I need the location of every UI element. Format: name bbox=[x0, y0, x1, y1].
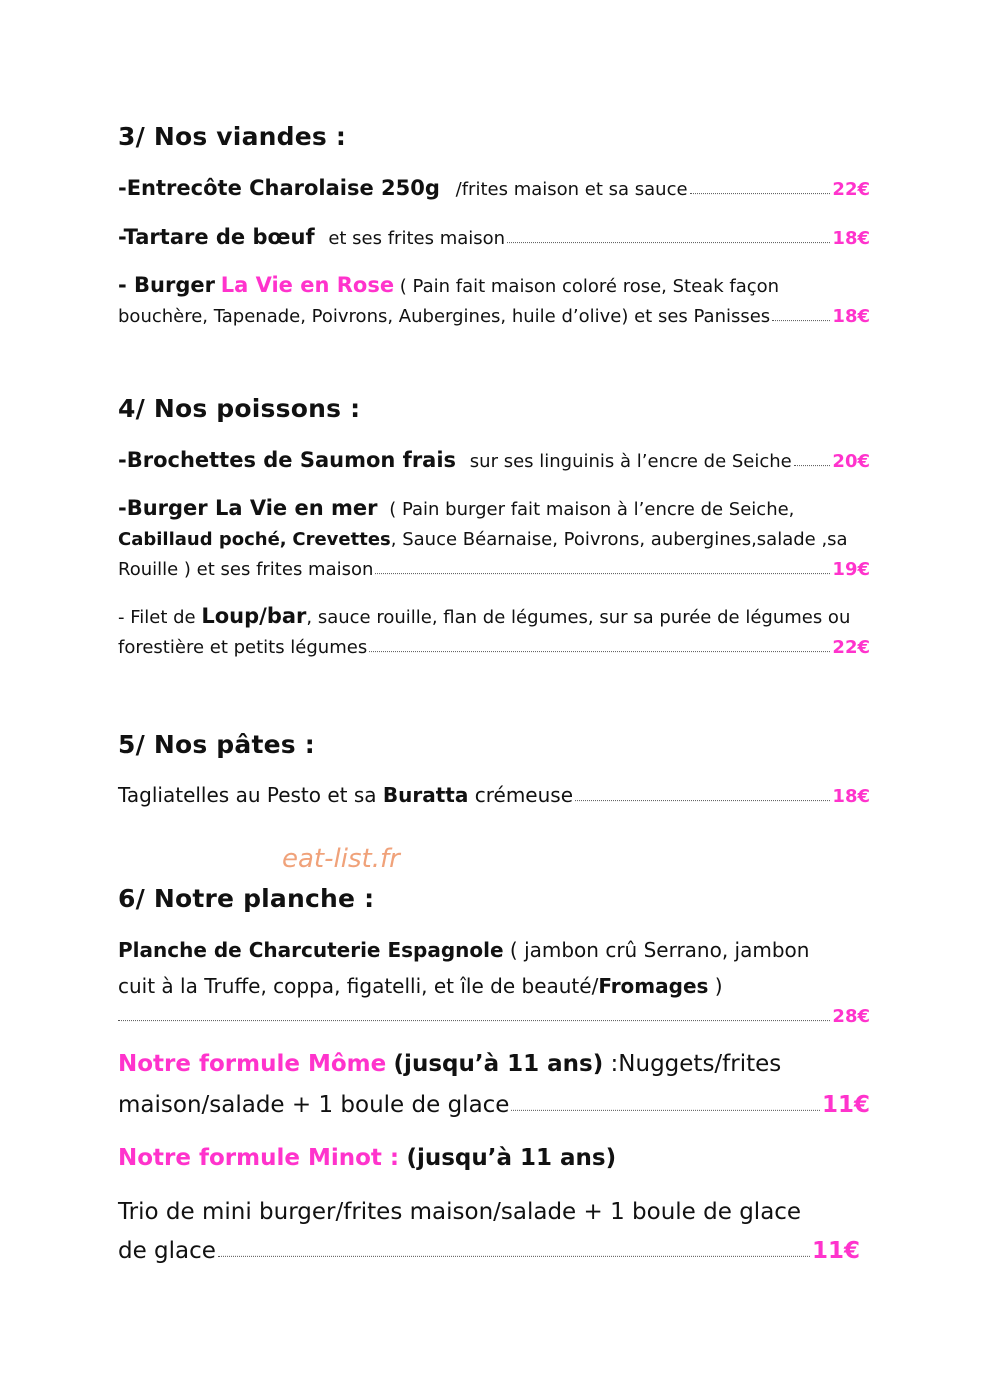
item-bold: Planche de Charcuterie Espagnole bbox=[118, 938, 504, 962]
heading-pasta: 5/ Nos pâtes : bbox=[118, 730, 315, 759]
item-bold: Fromages bbox=[598, 974, 709, 998]
formula-mome-line2 bbox=[118, 1092, 870, 1118]
item-price: 18€ bbox=[832, 786, 870, 807]
dot-leader bbox=[118, 1015, 830, 1021]
formula-price: 11€ bbox=[821, 1092, 870, 1118]
item-desc: sur ses linguinis à l’encre de Seiche bbox=[469, 451, 792, 472]
item-desc: et ses frites maison bbox=[328, 228, 506, 249]
dot-leader bbox=[575, 795, 830, 801]
item-desc: ( jambon crû Serrano, jambon bbox=[509, 938, 810, 962]
item-name: -Tartare de bœuf bbox=[118, 225, 315, 249]
item-brochettes bbox=[118, 448, 870, 472]
item-price: 22€ bbox=[832, 637, 870, 658]
item-tartare bbox=[118, 225, 870, 249]
item-desc: /frites maison et sa sauce bbox=[455, 179, 688, 200]
dot-leader bbox=[369, 646, 830, 652]
heading-board: 6/ Notre planche : bbox=[118, 884, 375, 913]
item-price: 28€ bbox=[832, 1006, 870, 1027]
item-price: 18€ bbox=[832, 228, 870, 249]
item-burger-rose-line2 bbox=[118, 306, 870, 327]
formula-age: (jusqu’à 11 ans) bbox=[393, 1051, 604, 1077]
item-desc: Rouille ) et ses frites maison bbox=[118, 559, 374, 580]
item-price: 22€ bbox=[832, 179, 870, 200]
item-desc: ( Pain burger fait maison à l’encre de Seiche, bbox=[389, 499, 795, 520]
formula-minot-line1 bbox=[118, 1145, 616, 1171]
formula-desc: maison/salade + 1 boule de glace bbox=[118, 1092, 510, 1118]
item-bold: Loup/bar bbox=[201, 604, 307, 628]
watermark-text: eat-list.fr bbox=[282, 844, 400, 874]
dot-leader bbox=[218, 1249, 810, 1257]
item-name-pink: La Vie en Rose bbox=[220, 273, 395, 297]
dot-leader bbox=[772, 315, 830, 321]
item-bold: Cabillaud poché, bbox=[118, 529, 287, 550]
item-desc: forestière et petits légumes bbox=[118, 637, 368, 658]
item-desc: - Filet de bbox=[118, 607, 196, 628]
formula-minot-line2 bbox=[118, 1199, 801, 1225]
dot-leader bbox=[794, 460, 831, 466]
formula-desc: de glace bbox=[118, 1238, 216, 1264]
item-desc: cuit à la Truffe, coppa, figatelli, et île de beauté/ bbox=[118, 974, 599, 998]
item-price: 19€ bbox=[832, 559, 870, 580]
item-bold: Crevettes bbox=[292, 529, 391, 550]
formula-title: Notre formule Môme bbox=[118, 1051, 387, 1077]
formula-mome-line1 bbox=[118, 1051, 781, 1077]
heading-fish: 4/ Nos poissons : bbox=[118, 394, 361, 423]
item-bold: Buratta bbox=[382, 783, 469, 807]
item-burger-rose-line1 bbox=[118, 273, 779, 297]
heading-meats: 3/ Nos viandes : bbox=[118, 122, 347, 151]
item-desc: crémeuse bbox=[474, 783, 574, 807]
item-desc: bouchère, Tapenade, Poivrons, Aubergines, huile d’olive) et ses Panisses bbox=[118, 306, 771, 327]
item-burger-mer-line1 bbox=[118, 496, 794, 520]
formula-title: Notre formule Minot : bbox=[118, 1145, 400, 1171]
formula-desc: :Nuggets/frites bbox=[610, 1051, 782, 1077]
item-name: -Entrecôte Charolaise 250g bbox=[118, 176, 440, 200]
item-tagliatelle bbox=[118, 783, 870, 807]
item-prefix: - Burger bbox=[118, 273, 215, 297]
item-name: -Burger La Vie en mer bbox=[118, 496, 378, 520]
dot-leader bbox=[375, 568, 830, 574]
item-desc: , sauce rouille, flan de légumes, sur sa purée de légumes ou bbox=[306, 607, 851, 628]
item-board-line3 bbox=[118, 1006, 870, 1027]
item-name: -Brochettes de Saumon frais bbox=[118, 448, 457, 472]
dot-leader bbox=[690, 188, 831, 194]
formula-price: 11€ bbox=[811, 1238, 860, 1264]
formula-minot-line3 bbox=[118, 1238, 860, 1264]
item-desc: ( Pain fait maison coloré rose, Steak façon bbox=[399, 276, 780, 297]
item-desc: , Sauce Béarnaise, Poivrons, aubergines,salade ,sa bbox=[390, 529, 848, 550]
dot-leader bbox=[507, 237, 830, 243]
item-price: 18€ bbox=[832, 306, 870, 327]
dot-leader bbox=[511, 1103, 820, 1111]
formula-desc: Trio de mini burger/frites maison/salade + 1 boule de glace bbox=[118, 1199, 802, 1225]
item-board-line2 bbox=[118, 974, 723, 998]
item-price: 20€ bbox=[832, 451, 870, 472]
formula-age: (jusqu’à 11 ans) bbox=[406, 1145, 617, 1171]
item-burger-mer-line2 bbox=[118, 529, 848, 550]
item-filet-line1 bbox=[118, 604, 850, 628]
item-entrecote bbox=[118, 176, 870, 200]
item-burger-mer-line3 bbox=[118, 559, 870, 580]
item-desc: Tagliatelles au Pesto et sa bbox=[118, 783, 377, 807]
item-board-line1 bbox=[118, 938, 809, 962]
item-filet-line2 bbox=[118, 637, 870, 658]
item-desc: ) bbox=[708, 974, 723, 998]
